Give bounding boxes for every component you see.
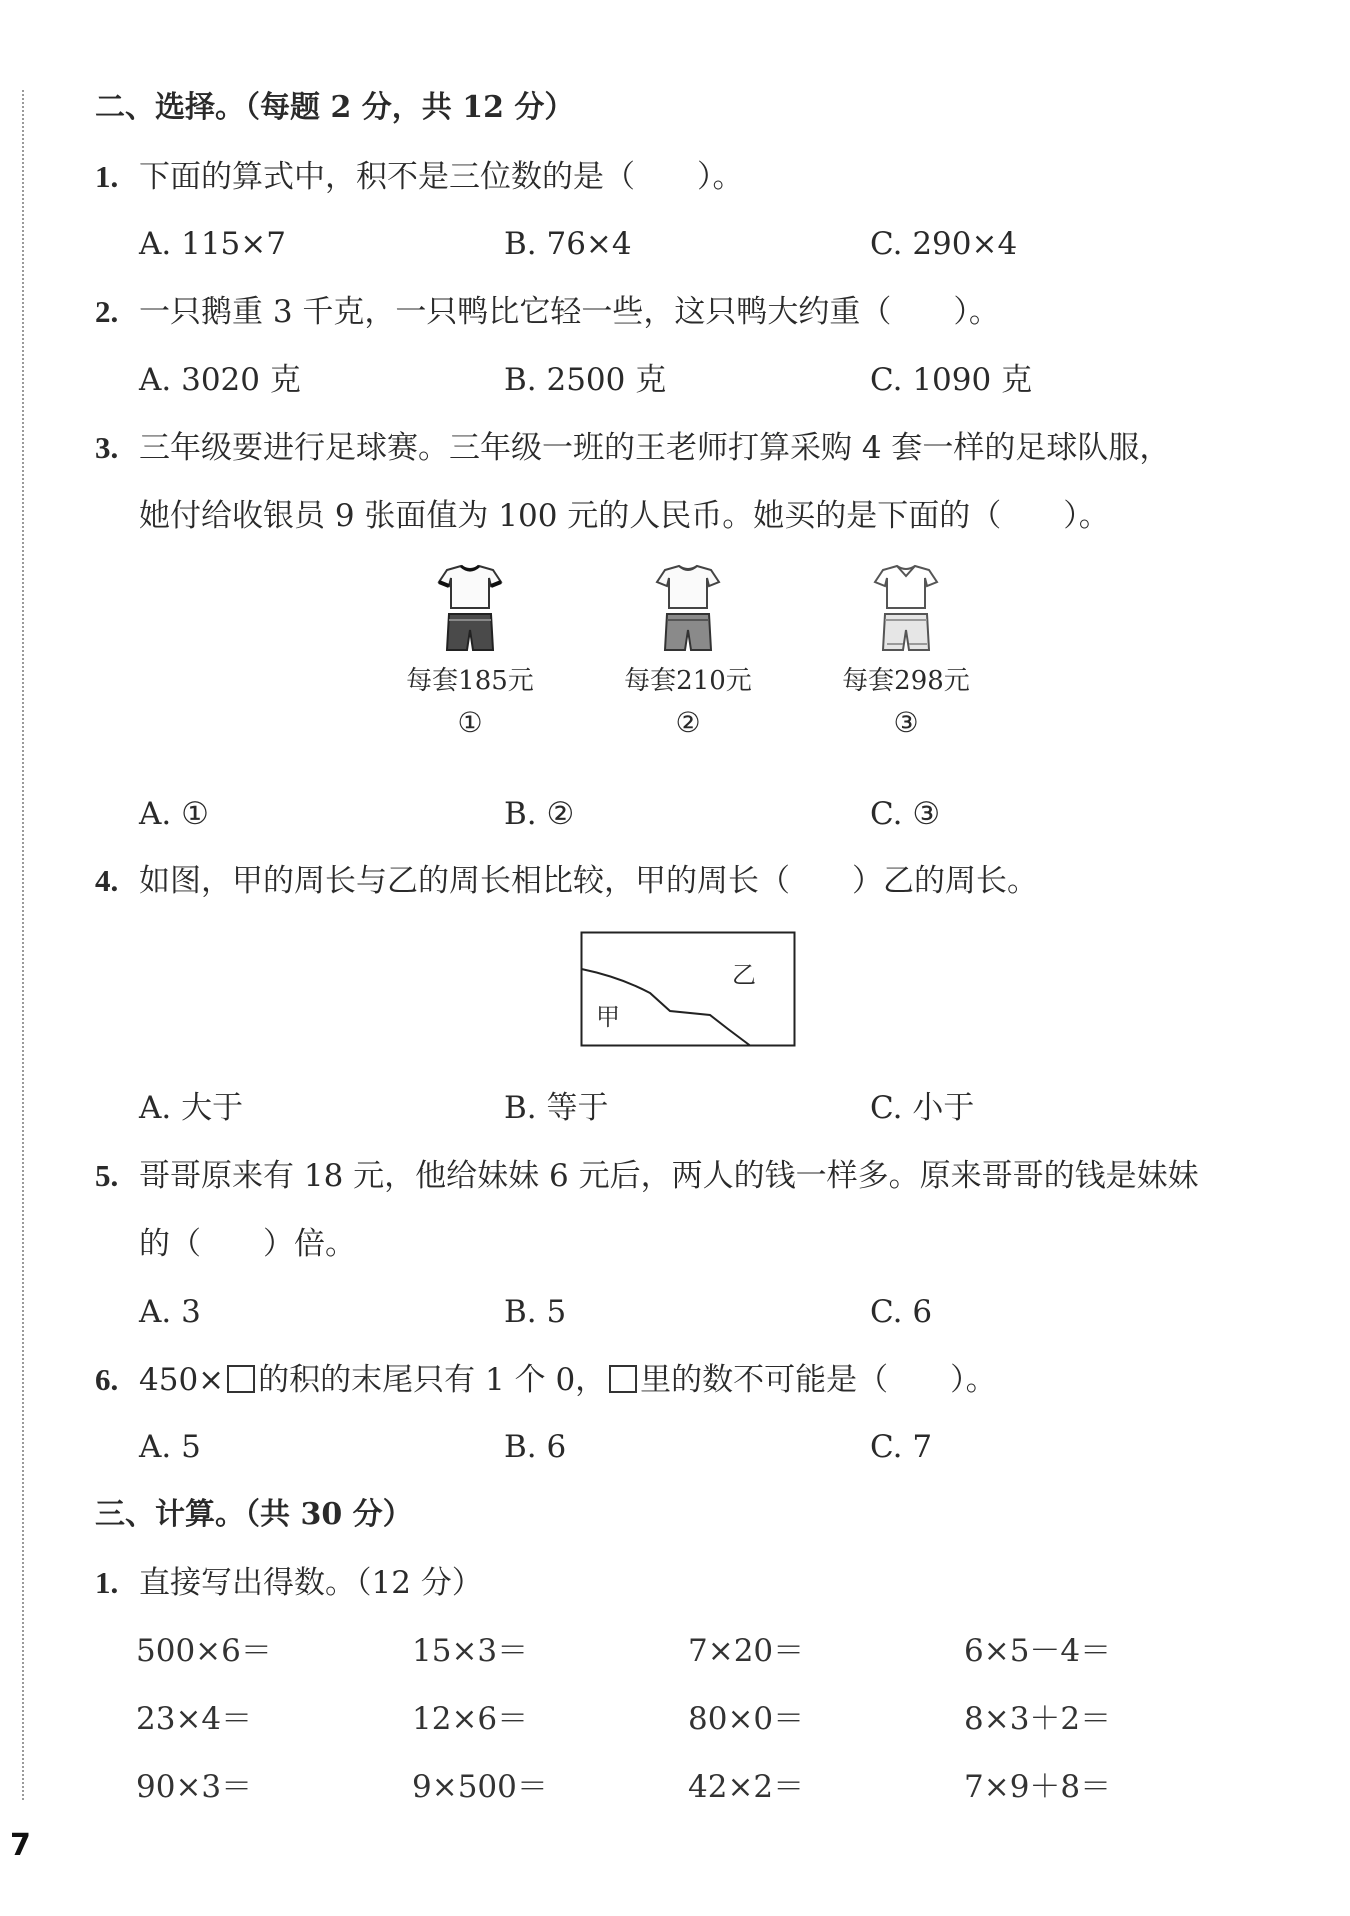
uniform-2-icon (653, 564, 723, 656)
blank-box-icon (227, 1365, 255, 1393)
question-5-continued: 的（ ）倍。 (139, 1226, 356, 1262)
question-text: 哥哥原来有 18 元，他给妹妹 6 元后，两人的钱一样多。原来哥哥的钱是妹妹 (139, 1158, 1199, 1194)
q6-option-b[interactable]: B. 6 (504, 1429, 567, 1465)
question-2 (95, 292, 1000, 332)
uniform-item-3 (826, 564, 986, 740)
page-number: 7 (10, 1828, 31, 1863)
section-3-title: 三、计算。（共 30 分） (95, 1497, 413, 1532)
question-5 (95, 1156, 1199, 1196)
question-number: 1. (95, 159, 119, 194)
blank-box-icon (609, 1365, 637, 1393)
calc-item: 23×4＝ (136, 1701, 253, 1737)
label-yi: 乙 (732, 961, 756, 989)
question-text: 三年级要进行足球赛。三年级一班的王老师打算采购 4 套一样的足球队服， (139, 430, 1171, 466)
q2-option-c[interactable]: C. 1090 克 (870, 362, 1033, 398)
calc-item: 90×3＝ (136, 1769, 253, 1805)
uniform-1-price: 每套185元 (406, 666, 534, 696)
uniform-item-1 (390, 564, 550, 740)
q4-option-a[interactable]: A. 大于 (139, 1090, 244, 1126)
q6-option-a[interactable]: A. 5 (139, 1429, 201, 1465)
q6-option-c[interactable]: C. 7 (870, 1429, 933, 1465)
q3-option-b[interactable]: B. ② (504, 796, 575, 832)
question-3 (95, 428, 1170, 468)
question-number: 3. (95, 430, 119, 465)
calc-item: 500×6＝ (136, 1633, 272, 1669)
question-1 (95, 157, 744, 197)
q2-option-b[interactable]: B. 2500 克 (504, 362, 667, 398)
calc-item: 6×5－4＝ (964, 1633, 1112, 1669)
calc-item: 12×6＝ (412, 1701, 529, 1737)
binding-margin-line (22, 90, 24, 1800)
uniform-3-mark: ③ (893, 706, 919, 739)
question-number: 1. (95, 1565, 119, 1600)
question-text-c: 里的数不可能是（ ）。 (640, 1362, 997, 1398)
calc-item: 7×20＝ (688, 1633, 805, 1669)
uniform-3-icon (871, 564, 941, 656)
calc-item: 42×2＝ (688, 1769, 805, 1805)
q4-option-b[interactable]: B. 等于 (504, 1090, 609, 1126)
uniform-1-mark: ① (457, 706, 483, 739)
perimeter-figure (580, 931, 796, 1051)
q5-option-b[interactable]: B. 5 (504, 1294, 567, 1330)
question-text: 下面的算式中，积不是三位数的是（ ）。 (139, 159, 744, 195)
calc-subquestion-1 (95, 1563, 483, 1603)
calc-item: 8×3＋2＝ (964, 1701, 1112, 1737)
q1-option-c[interactable]: C. 290×4 (870, 226, 1018, 262)
question-number: 6. (95, 1362, 119, 1397)
uniform-item-2 (608, 564, 768, 740)
q1-option-a[interactable]: A. 115×7 (139, 226, 286, 262)
question-number: 2. (95, 294, 119, 329)
uniform-1-icon (435, 564, 505, 656)
question-number: 4. (95, 863, 119, 898)
question-3-continued: 她付给收银员 9 张面值为 100 元的人民币。她买的是下面的（ ）。 (139, 498, 1110, 534)
question-text-b: 的积的末尾只有 1 个 0， (258, 1362, 607, 1398)
label-jia: 甲 (596, 1003, 620, 1031)
q2-option-a[interactable]: A. 3020 克 (139, 362, 301, 398)
uniform-2-price: 每套210元 (624, 666, 752, 696)
question-6 (95, 1360, 997, 1400)
question-number: 5. (95, 1158, 119, 1193)
section-2-title: 二、选择。（每题 2 分，共 12 分） (95, 90, 575, 125)
calc-item: 80×0＝ (688, 1701, 805, 1737)
q3-option-c[interactable]: C. ③ (870, 796, 941, 832)
question-text: 直接写出得数。（12 分） (139, 1565, 483, 1601)
question-text-a: 450× (139, 1362, 225, 1398)
question-text: 一只鹅重 3 千克，一只鸭比它轻一些，这只鸭大约重（ ）。 (139, 294, 1000, 330)
calc-item: 9×500＝ (412, 1769, 548, 1805)
uniform-3-price: 每套298元 (842, 666, 970, 696)
question-text: 如图，甲的周长与乙的周长相比较，甲的周长（ ）乙的周长。 (139, 863, 1038, 899)
calc-item: 7×9＋8＝ (964, 1769, 1112, 1805)
uniform-2-mark: ② (675, 706, 701, 739)
q3-option-a[interactable]: A. ① (139, 796, 209, 832)
q1-option-b[interactable]: B. 76×4 (504, 226, 632, 262)
q5-option-c[interactable]: C. 6 (870, 1294, 933, 1330)
calc-item: 15×3＝ (412, 1633, 529, 1669)
q4-option-c[interactable]: C. 小于 (870, 1090, 975, 1126)
q5-option-a[interactable]: A. 3 (139, 1294, 201, 1330)
question-4 (95, 861, 1038, 901)
